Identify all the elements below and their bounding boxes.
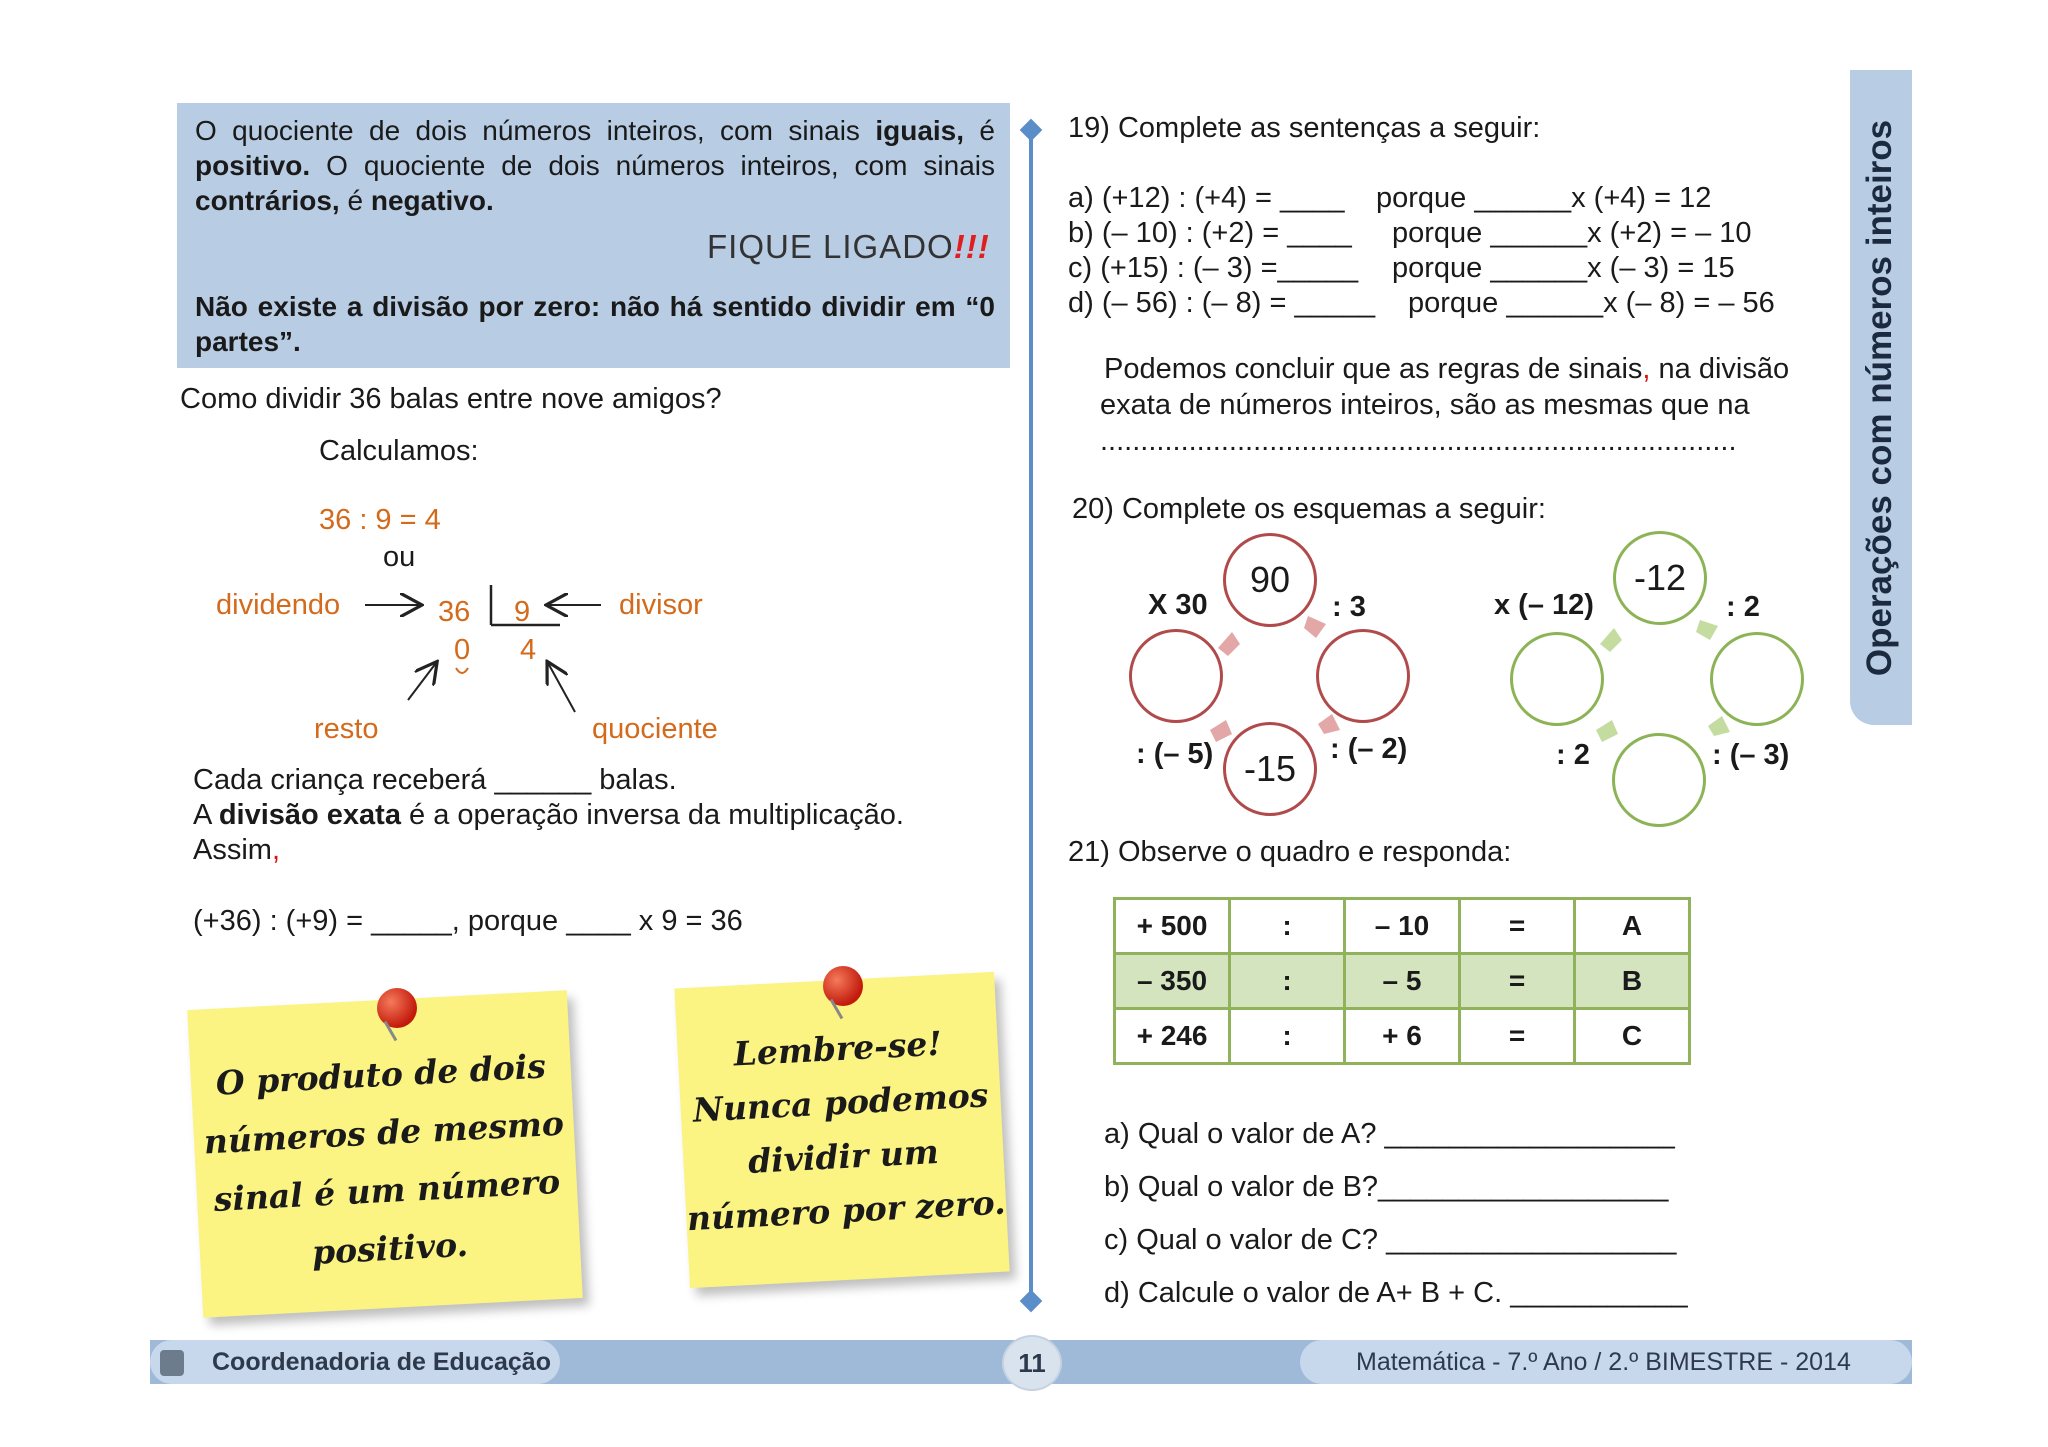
rule-text-bold: iguais, [875,115,965,146]
q19-conclusion-line1 [1104,352,1789,386]
table-cell: – 10 [1345,899,1460,954]
q21-title: 21) Observe o quadro e responda: [1068,836,1512,868]
table-cell: = [1460,1009,1575,1064]
circle-value: -12 [1633,557,1687,598]
op-label: x (– 12) [1494,589,1594,621]
q19-item-b-left: b) (– 10) : (+2) = ____ [1068,217,1352,249]
note-line: O produto de dois [214,1046,547,1103]
green-circle-left[interactable] [1510,632,1604,726]
sticky-note-product-rule [187,990,583,1317]
table-cell: : [1230,899,1345,954]
rule-text-part: é [964,115,995,146]
cada-crianca-text: Cada criança receberá ______ balas. [193,764,677,796]
arrow-to-remainder [408,663,436,700]
note-line: Lembre-se! [732,1023,943,1074]
divider-diamond-bottom [1020,1290,1043,1313]
note-line: números de mesmo [202,1103,565,1162]
q19-item-d-left: d) (– 56) : (– 8) = _____ [1068,287,1376,319]
table-cell: A [1575,899,1690,954]
divisor-label: divisor [619,589,703,621]
red-circle-top [1223,533,1317,627]
table-cell: : [1230,1009,1345,1064]
remainder-mark [456,668,468,673]
divisao-exata-bold: divisão exata [218,799,401,831]
quociente-label: quociente [592,713,718,745]
red-circle-left[interactable] [1129,629,1223,723]
green-circle-bottom[interactable] [1612,733,1706,827]
green-circle-top [1613,531,1707,625]
fique-ligado-text: FIQUE LIGADO [707,228,954,265]
q19-item-c-left: c) (+15) : (– 3) =_____ [1068,252,1359,284]
remainder-number: 0 [454,634,471,666]
cycle-arrow [1696,620,1718,640]
footer-organization: Coordenadoria de Educação [212,1348,551,1376]
cycle-arrow [1218,632,1240,656]
cycle-arrow [1318,714,1340,734]
table-cell: – 5 [1345,954,1460,1009]
assim-word: Assim [193,834,272,866]
table-cell: : [1230,954,1345,1009]
fique-ligado-exclaim: !!! [953,228,990,265]
conclusion-part: na divisão [1650,353,1790,385]
crest-icon [160,1350,184,1376]
footer-course-info: Matemática - 7.º Ano / 2.º BIMESTRE - 2014 [1356,1348,1851,1376]
q20-title: 20) Complete os esquemas a seguir: [1072,493,1546,525]
rule-text-bold: positivo. [195,150,311,181]
column-divider [1029,128,1033,1301]
table-cell: C [1575,1009,1690,1064]
chapter-title: Operações com números inteiros [1860,119,1899,677]
note-line: positivo. [310,1224,469,1272]
resto-label: resto [314,713,379,745]
arrow-to-quotient [548,663,575,712]
table-cell: + 246 [1115,1009,1230,1064]
table-cell: = [1460,899,1575,954]
table-cell: = [1460,954,1575,1009]
q19-title: 19) Complete as sentenças a seguir: [1068,112,1541,144]
rule-text-part: O quociente de dois números inteiros, com sinais [310,150,995,181]
quotient-number: 4 [520,634,537,666]
divisao-exata-text [193,798,904,832]
note-line: número por zero. [686,1182,1007,1239]
zero-division-note: Não existe a divisão por zero: não há sentido dividir em “0 partes”. [195,291,995,357]
conclusion-comma: , [1642,353,1651,385]
q21-question-d: d) Calcule o valor de A+ B + C. ___________ [1104,1277,1688,1309]
division-example: (+36) : (+9) = _____, porque ____ x 9 = 36 [193,905,743,937]
q19-item-a-right: porque ______x (+4) = 12 [1376,182,1712,214]
green-circle-right[interactable] [1710,632,1804,726]
dividendo-label: dividendo [216,589,341,621]
division-diagram-arrows [0,0,1040,760]
rule-text-part: O quociente de dois números inteiros, com sinais [195,115,876,146]
q21-question-b: b) Qual o valor de B?__________________ [1104,1171,1669,1203]
red-circle-bottom [1223,722,1317,816]
q19-item-b-right: porque ______x (+2) = – 10 [1392,217,1752,249]
op-label: : (– 3) [1712,739,1790,771]
q21-question-a: a) Qual o valor de A? __________________ [1104,1118,1675,1150]
op-label: : 2 [1726,591,1760,623]
rule-text-bold: negativo. [370,185,494,216]
rule-text-part: é [339,185,371,216]
table-cell: + 500 [1115,899,1230,954]
page-number: 11 [1002,1335,1062,1391]
note-line: dividir um [747,1131,940,1181]
q19-item-a-left: a) (+12) : (+4) = ____ [1068,182,1345,214]
op-label: : 2 [1556,739,1590,771]
note-line: Nunca podemos [691,1075,990,1130]
divisor-number: 9 [514,596,531,628]
q19-conclusion-blank: ............................................................................... [1100,425,1737,457]
q19-conclusion-line2: exata de números inteiros, são as mesmas que na [1100,389,1750,421]
ou-label: ou [383,541,416,573]
cycle-arrow [1708,716,1730,736]
divisao-exata-part: A [193,799,219,831]
table-row [1115,954,1690,1009]
table-cell: + 6 [1345,1009,1460,1064]
circle-value: 90 [1249,559,1291,600]
assim-text [193,833,280,867]
circle-value: -15 [1243,748,1297,789]
division-equation: 36 : 9 = 4 [319,504,441,536]
op-label: X 30 [1148,589,1208,621]
q21-question-c: c) Qual o valor de C? __________________ [1104,1224,1677,1256]
op-label: : (– 5) [1136,738,1214,770]
dividend-number: 36 [438,596,471,628]
calculamos-label: Calculamos: [319,435,479,467]
cycle-arrow [1600,628,1622,652]
divisao-exata-part: é a operação inversa da multiplicação. [400,799,904,831]
table-cell: – 350 [1115,954,1230,1009]
division-table [1113,897,1691,1065]
division-question: Como dividir 36 balas entre nove amigos? [180,383,722,415]
table-row [1115,1009,1690,1064]
op-label: : (– 2) [1330,733,1408,765]
op-label: : 3 [1332,591,1366,623]
assim-comma: , [271,834,281,866]
table-row [1115,899,1690,954]
cycle-arrow [1596,720,1618,742]
red-circle-right[interactable] [1316,629,1410,723]
sticky-note-zero-division [674,972,1009,1288]
q19-item-d-right: porque ______x (– 8) = – 56 [1408,287,1775,319]
conclusion-part: Podemos concluir que as regras de sinais [1104,353,1643,385]
q19-item-c-right: porque ______x (– 3) = 15 [1392,252,1735,284]
table-cell: B [1575,954,1690,1009]
note-line: sinal é um número [212,1161,562,1219]
rule-text-bold: contrários, [195,185,340,216]
